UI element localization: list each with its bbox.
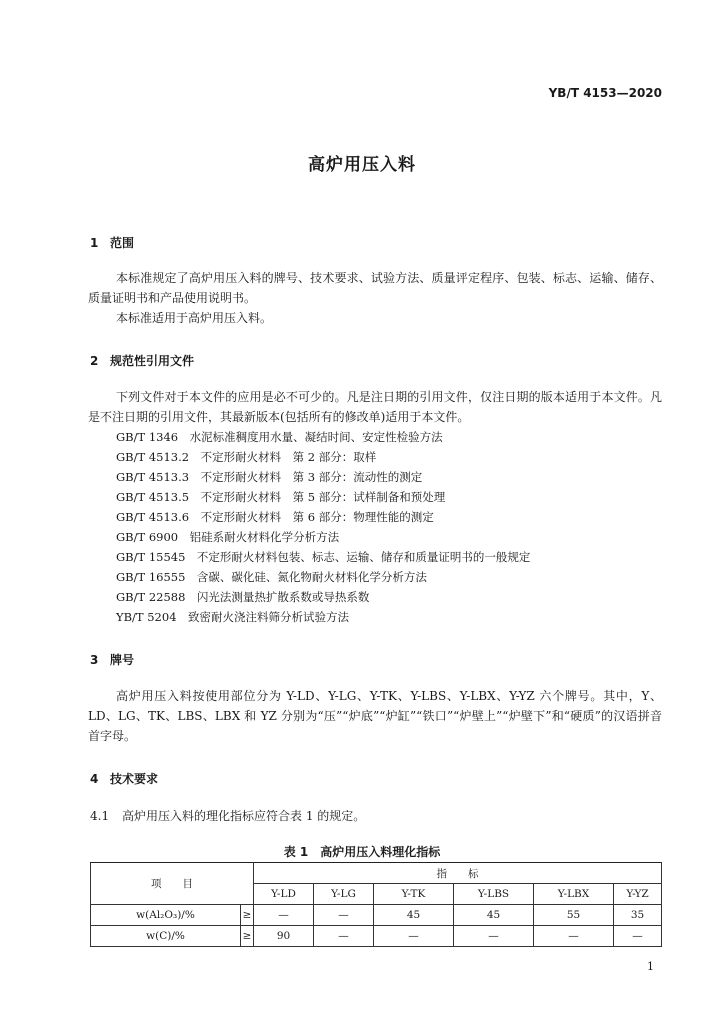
section-number: 2 — [90, 354, 99, 368]
reference-title: 不定形耐火材料包装、标志、运输、储存和质量证明书的一般规定 — [196, 550, 531, 564]
reference-code: GB/T 4513.5 — [116, 490, 190, 504]
reference-code: GB/T 4513.2 — [116, 450, 190, 464]
page-number: 1 — [647, 960, 654, 973]
table-cell: — — [454, 926, 534, 947]
row-item: w(C)/% — [91, 926, 241, 947]
section-3-heading — [90, 651, 134, 668]
table-cell: — — [314, 926, 374, 947]
section-4-heading — [90, 770, 158, 787]
reference-title: 不定形耐火材料 第 3 部分：流动性的测定 — [200, 470, 423, 484]
reference-title: 不定形耐火材料 第 6 部分：物理性能的测定 — [200, 510, 434, 524]
grade-header: Y-TK — [374, 884, 454, 905]
table-cell: — — [534, 926, 614, 947]
document-title: 高炉用压入料 — [308, 155, 416, 175]
grade-header: Y-LBX — [534, 884, 614, 905]
reference-code: GB/T 16555 — [116, 570, 186, 584]
section-2-intro: 下列文件对于本文件的应用是必不可少的。凡是注日期的引用文件，仅注日期的版本适用于本文件。凡是不注日期的引用文件，其最新版本(包括所有的修改单)适用于本文件。 — [88, 390, 662, 424]
spec-table — [90, 862, 662, 947]
clause-4-1 — [90, 806, 365, 826]
row-item: w(Al₂O₃)/% — [91, 905, 241, 926]
reference-title: 水泥标准稠度用水量、凝结时间、安定性检验方法 — [189, 430, 443, 444]
table-cell: 55 — [534, 905, 614, 926]
table-row — [91, 926, 662, 947]
section-1-paragraph: 本标准适用于高炉用压入料。 — [116, 311, 273, 325]
section-1-paragraph: 本标准规定了高炉用压入料的牌号、技术要求、试验方法、质量评定程序、包装、标志、运输、储存、质量证明书和产品使用说明书。 — [88, 271, 662, 305]
reference-title: 不定形耐火材料 第 5 部分：试样制备和预处理 — [200, 490, 446, 504]
reference-title: 闪光法测量热扩散系数或导热系数 — [196, 590, 370, 604]
reference-code: GB/T 6900 — [116, 530, 179, 544]
clause-number: 4.1 — [90, 809, 110, 823]
item-header: 项 目 — [91, 863, 254, 905]
table-cell: — — [314, 905, 374, 926]
table-cell: — — [614, 926, 662, 947]
table-cell: 35 — [614, 905, 662, 926]
reference-code: GB/T 1346 — [116, 430, 179, 444]
section-title: 规范性引用文件 — [110, 354, 195, 368]
grade-header: Y-LG — [314, 884, 374, 905]
section-3-paragraph: 高炉用压入料按使用部位分为 Y-LD、Y-LG、Y-TK、Y-LBS、Y-LBX、Y-YZ 六个牌号。其中，Y、LD、LG、TK、LBS、LBX 和 YZ 分别为“压”“炉底”“炉缸”“铁口”“炉壁上”“炉壁下”和“硬质”的汉语拼音首字母。 — [88, 689, 662, 743]
table-cell: — — [374, 926, 454, 947]
reference-code: GB/T 4513.6 — [116, 510, 190, 524]
reference-code: GB/T 22588 — [116, 590, 186, 604]
reference-item — [116, 587, 369, 607]
section-number: 3 — [90, 653, 99, 667]
table-cell: — — [254, 905, 314, 926]
table-cell: 45 — [454, 905, 534, 926]
section-number: 1 — [90, 236, 99, 250]
table-caption: 表 1 高炉用压入料理化指标 — [283, 845, 441, 859]
reference-title: 铝硅系耐火材料化学分析方法 — [189, 530, 340, 544]
section-title: 牌号 — [110, 653, 135, 667]
grade-header: Y-LBS — [454, 884, 534, 905]
section-title: 范围 — [110, 236, 135, 250]
reference-item — [116, 507, 434, 527]
table-row — [91, 905, 662, 926]
reference-item — [116, 447, 376, 467]
reference-code: YB/T 5204 — [116, 610, 177, 624]
section-title: 技术要求 — [110, 772, 159, 786]
reference-item — [116, 607, 349, 627]
table-cell: 90 — [254, 926, 314, 947]
reference-title: 不定形耐火材料 第 2 部分：取样 — [200, 450, 377, 464]
reference-item — [116, 547, 530, 567]
row-operator: ≥ — [241, 905, 254, 926]
reference-title: 含碳、碳化硅、氮化物耐火材料化学分析方法 — [196, 570, 427, 584]
reference-item — [116, 487, 445, 507]
reference-item — [116, 567, 427, 587]
grade-header: Y-LD — [254, 884, 314, 905]
section-1-heading — [90, 234, 134, 251]
reference-code: GB/T 4513.3 — [116, 470, 190, 484]
section-number: 4 — [90, 772, 99, 786]
reference-item — [116, 467, 422, 487]
index-header: 指 标 — [254, 863, 662, 884]
standard-code: YB/T 4153—2020 — [548, 86, 662, 100]
table-header-row — [91, 863, 662, 884]
table-cell: 45 — [374, 905, 454, 926]
reference-code: GB/T 15545 — [116, 550, 186, 564]
reference-title: 致密耐火浇注料筛分析试验方法 — [188, 610, 350, 624]
reference-item — [116, 427, 443, 447]
grade-header: Y-YZ — [614, 884, 662, 905]
clause-text: 高炉用压入料的理化指标应符合表 1 的规定。 — [122, 809, 366, 823]
reference-item — [116, 527, 339, 547]
section-2-heading — [90, 352, 194, 369]
row-operator: ≥ — [241, 926, 254, 947]
